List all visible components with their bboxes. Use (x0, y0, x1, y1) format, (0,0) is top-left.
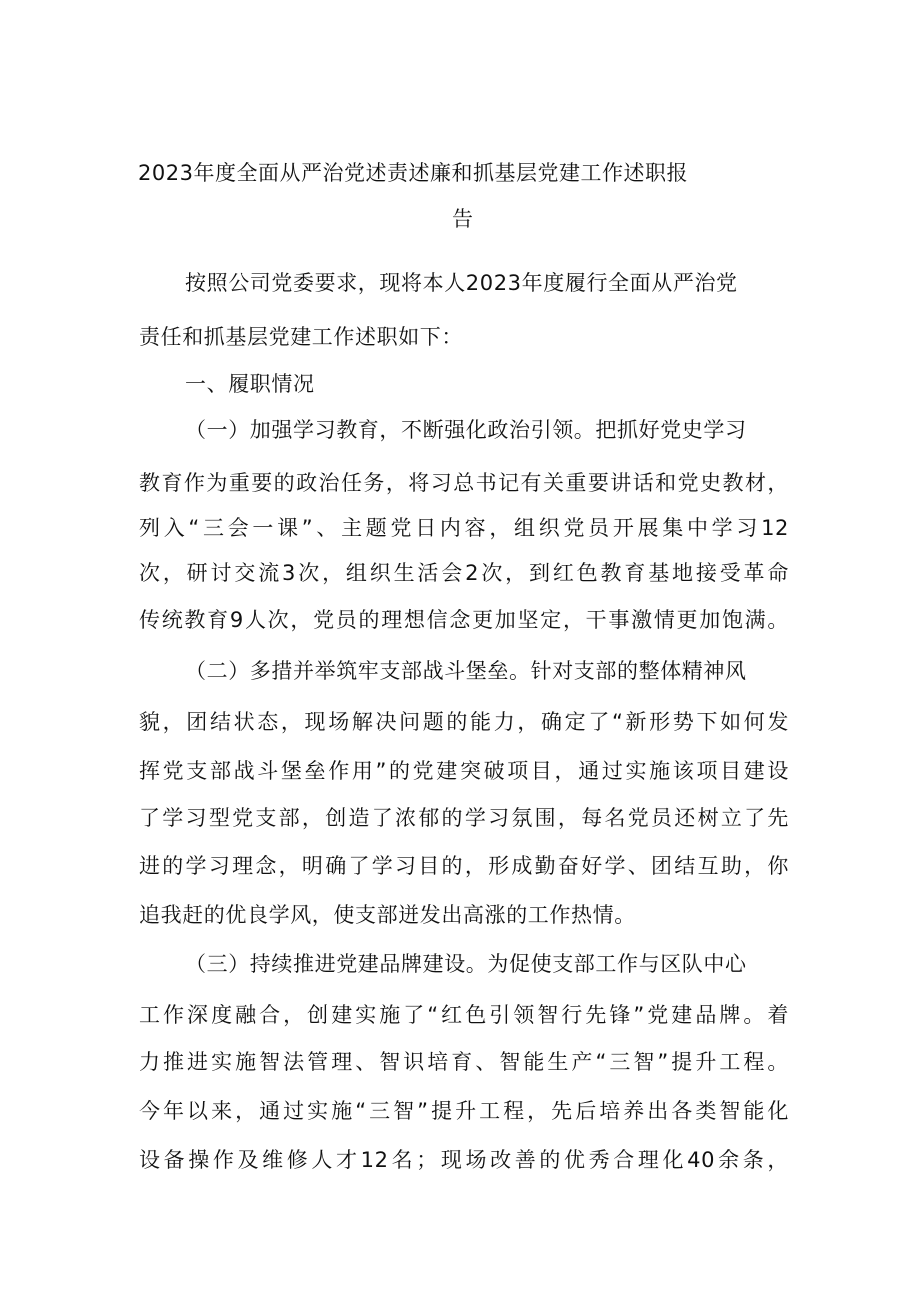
paragraph-3-line-3: 力推进实施智法管理、智识培育、智能生产“三智”提升工程。 (139, 1050, 789, 1074)
paragraph-2-line-5: 进的学习理念，明确了学习目的，形成勤奋好学、团结互助，你 (139, 854, 789, 878)
document-title-line-2: 告 (452, 207, 474, 231)
paragraph-1-line-5: 传统教育9人次，党员的理想信念更加坚定，干事激情更加饱满。 (139, 608, 789, 632)
paragraph-intro-line-2: 责任和抓基层党建工作述职如下： (139, 325, 463, 349)
paragraph-1-line-2: 教育作为重要的政治任务，将习总书记有关重要讲话和党史教材， (139, 471, 789, 495)
paragraph-3-line-4: 今年以来，通过实施“三智”提升工程，先后培养出各类智能化 (139, 1099, 789, 1123)
paragraph-3-line-1: （三）持续推进党建品牌建设。为促使支部工作与区队中心 (185, 952, 747, 976)
paragraph-3-line-2: 工作深度融合，创建实施了“红色引领智行先锋”党建品牌。着 (139, 1003, 789, 1027)
document-title-line-1: 2023年度全面从严治党述责述廉和抓基层党建工作述职报 (138, 161, 688, 185)
paragraph-2-line-1: （二）多措并举筑牢支部战斗堡垒。针对支部的整体精神风 (185, 659, 747, 683)
section-heading-performance: 一、履职情况 (185, 372, 315, 396)
paragraph-2-line-2: 貌，团结状态，现场解决问题的能力，确定了“新形势下如何发 (139, 710, 789, 734)
paragraph-2-line-6: 追我赶的优良学风，使支部迸发出高涨的工作热情。 (139, 903, 636, 927)
paragraph-intro-line-1: 按照公司党委要求，现将本人2023年度履行全面从严治党 (185, 271, 738, 295)
paragraph-1-line-3: 列入“三会一课”、主题党日内容，组织党员开展集中学习12 (139, 516, 789, 540)
paragraph-1-line-1: （一）加强学习教育，不断强化政治引领。把抓好党史学习 (185, 418, 747, 442)
paragraph-1-line-4: 次，研讨交流3次，组织生活会2次，到红色教育基地接受革命 (139, 561, 789, 585)
paragraph-2-line-4: 了学习型党支部，创造了浓郁的学习氛围，每名党员还树立了先 (139, 806, 789, 830)
paragraph-3-line-5: 设备操作及维修人才12名；现场改善的优秀合理化40余条， (139, 1148, 789, 1172)
paragraph-2-line-3: 挥党支部战斗堡垒作用”的党建突破项目，通过实施该项目建设 (139, 759, 789, 783)
